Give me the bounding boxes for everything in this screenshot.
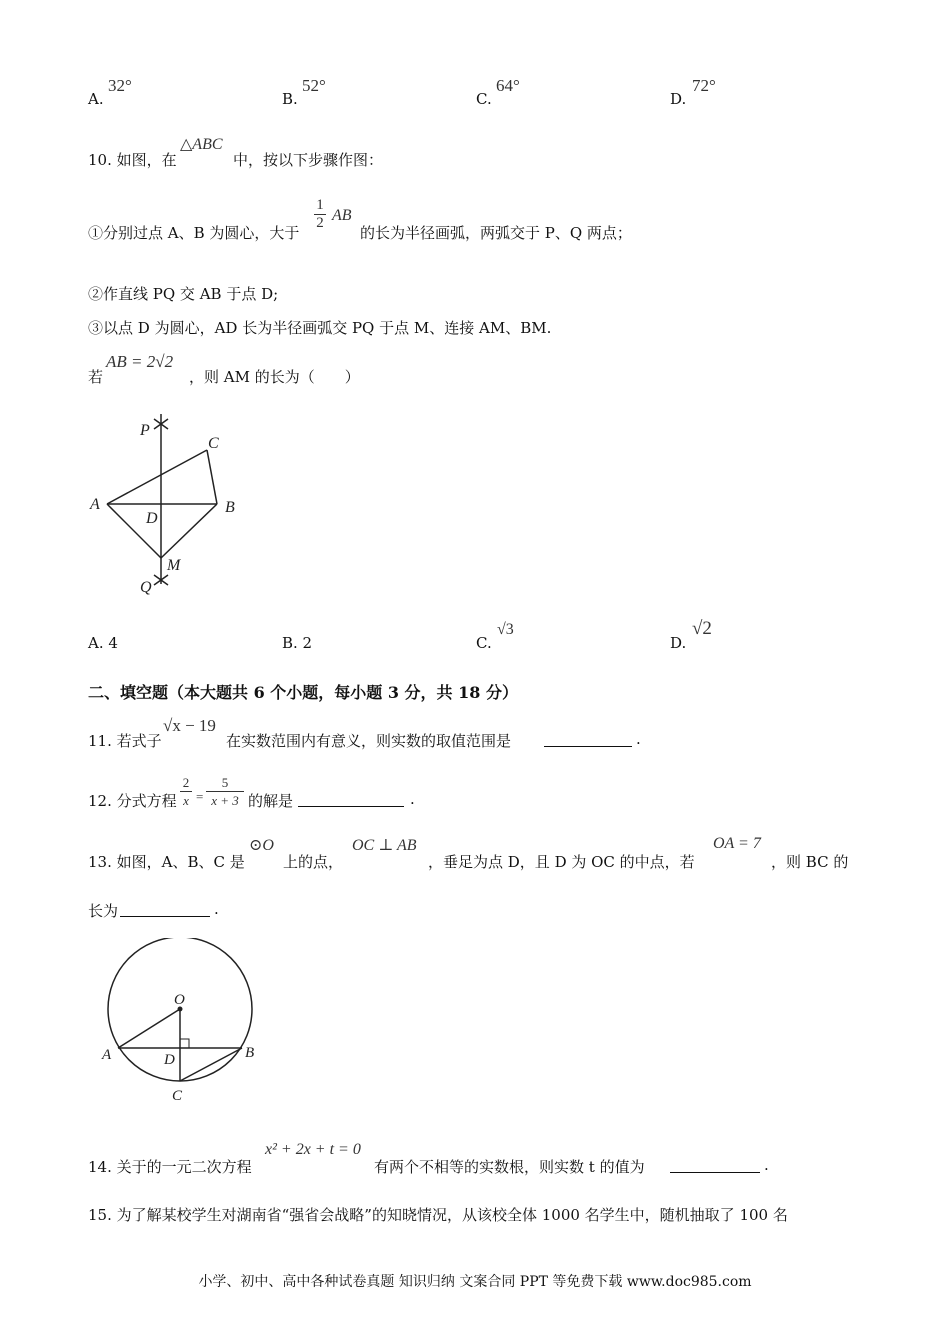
q14-math: x² + 2x + t = 0 [265, 1141, 361, 1158]
label-m: M [167, 557, 181, 574]
q9-option-b-value: 52° [302, 76, 326, 95]
q11-text-b: 在实数范围内有意义，则实数的取值范围是 [226, 732, 512, 750]
q13-text-a: 13. 如图，A、B、C 是 [88, 853, 245, 871]
q10-figure [80, 408, 260, 598]
label-b: B [245, 1045, 255, 1061]
q9-option-d-value: 72° [692, 76, 716, 95]
q10-option-d-letter: D. [670, 634, 687, 652]
q12-f2-den: x + 3 [211, 793, 239, 808]
q10-intro-a: 10. 如图，在 [88, 151, 177, 169]
q10-step1-a: ①分别过点 A、B 为圆心，大于 [88, 224, 300, 242]
q12-fraction-2 [206, 775, 244, 808]
q10-half-fraction [314, 198, 326, 231]
q12-f2-num: 5 [221, 775, 229, 790]
section-2-heading: 二、填空题（本大题共 6 个小题，每小题 3 分，共 18 分） [88, 683, 518, 702]
q10-cond-a: 若 [88, 368, 104, 386]
q15-text: 15. 为了解某校学生对湖南省“强省会战略”的知晓情况，从该校全体 1000 名学生中，随机抽取了 100 名 [88, 1206, 788, 1224]
q9-option-c-value: 64° [496, 76, 520, 95]
q13-perp: OC ⊥ AB [352, 837, 417, 854]
q14-answer-blank[interactable] [670, 1156, 760, 1173]
segment-bm [161, 504, 217, 558]
q12-text-b: 的解是 [248, 792, 294, 810]
q10-half-ab: AB [332, 207, 352, 224]
segment-cb [180, 1048, 242, 1081]
q10-option-b: B. 2 [282, 634, 313, 652]
q13-circle-o: ⊙O [249, 837, 274, 854]
q10-cond-math: AB = 2√2 [106, 352, 174, 371]
fraction-bar [206, 791, 244, 792]
q11-text-a: 11. 若式子 [88, 732, 162, 750]
q14-text-a: 14. 关于的一元二次方程 [88, 1158, 252, 1176]
q10-option-a: A. 4 [88, 634, 118, 652]
q9-option-a-letter: A. [88, 90, 104, 108]
q14-end: . [764, 1156, 769, 1174]
label-d: D [164, 1052, 175, 1068]
segment-ac [107, 450, 207, 504]
q11-answer-blank[interactable] [544, 730, 632, 747]
label-a: A [90, 496, 100, 513]
segment-cb [207, 450, 217, 504]
q10-option-d-value: √2 [692, 618, 712, 639]
label-c: C [208, 435, 219, 452]
q14-text-b: 有两个不相等的实数根，则实数 t 的值为 [374, 1158, 645, 1176]
fraction-bar [180, 791, 192, 792]
q9-option-b-letter: B. [282, 90, 298, 108]
label-c: C [172, 1088, 183, 1104]
q9-option-d-letter: D. [670, 90, 687, 108]
q10-cond-b: ，则 AM 的长为（ ） [189, 368, 360, 386]
page-footer: 小学、初中、高中各种试卷真题 知识归纳 文案合同 PPT 等免费下载 www.doc985.com [198, 1274, 752, 1290]
q10-step1-b: 的长为半径画弧，两弧交于 P、Q 两点； [360, 224, 632, 242]
q10-intro-b: 中，按以下步骤作图： [233, 151, 384, 169]
q10-triangle: △ABC [180, 136, 223, 153]
q13-text-d: ，则 BC 的 [771, 853, 849, 871]
q13-answer-blank[interactable] [120, 900, 210, 917]
q12-answer-blank[interactable] [298, 790, 404, 807]
q10-option-c-value: √3 [497, 621, 514, 638]
right-angle-mark [180, 1039, 189, 1048]
q11-end: . [636, 730, 641, 748]
q13-text-c: ，垂足为点 D，且 D 为 OC 的中点，若 [428, 853, 695, 871]
q12-end: . [410, 790, 415, 808]
q10-half-den: 2 [316, 215, 324, 231]
q13-text-b: 上的点， [283, 853, 344, 871]
label-o: O [174, 992, 185, 1008]
q9-option-a-value: 32° [108, 76, 132, 95]
q12-text-a: 12. 分式方程 [88, 792, 177, 810]
q13-line2: 长为 [88, 902, 119, 920]
label-b: B [225, 499, 235, 516]
label-d: D [146, 510, 158, 527]
q12-fraction-1 [180, 775, 192, 808]
q12-equals: = [196, 789, 204, 804]
segment-ao [118, 1009, 180, 1048]
label-a: A [102, 1047, 112, 1063]
q12-f1-num: 2 [182, 775, 190, 790]
label-p: P [140, 422, 150, 439]
q10-option-c-letter: C. [476, 634, 492, 652]
q12-f1-den: x [183, 793, 189, 808]
q13-oa: OA = 7 [713, 835, 761, 852]
q9-option-c-letter: C. [476, 90, 492, 108]
q10-step3: ③以点 D 为圆心，AD 长为半径画弧交 PQ 于点 M、连接 AM、BM. [88, 319, 552, 337]
q11-math: √x − 19 [163, 716, 216, 735]
q13-end: . [214, 900, 219, 918]
q13-figure [90, 938, 280, 1110]
label-q: Q [140, 579, 152, 596]
q10-step2: ②作直线 PQ 交 AB 于点 D; [88, 285, 279, 303]
q10-half-num: 1 [316, 197, 324, 213]
